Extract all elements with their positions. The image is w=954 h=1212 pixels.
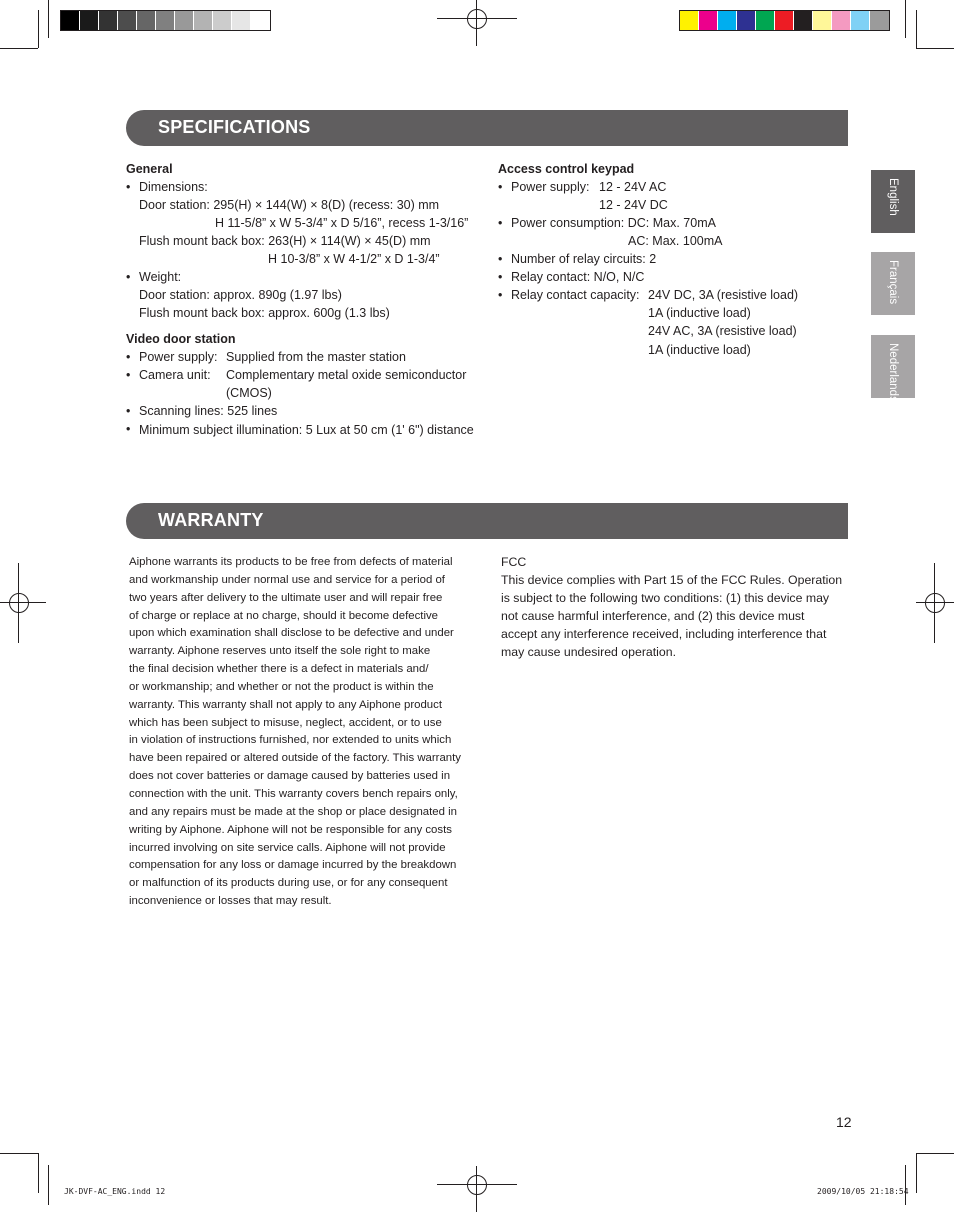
- gray-swatch: [80, 11, 99, 30]
- gray-swatch: [61, 11, 80, 30]
- relay-capacity-3: 24V AC, 3A (resistive load): [648, 324, 797, 338]
- warranty-body: [129, 554, 479, 911]
- bullet: •: [126, 270, 131, 284]
- color-swatch: [699, 11, 718, 30]
- bullet: •: [126, 350, 131, 364]
- weight-flush-box: Flush mount back box: approx. 600g (1.3 lbs): [139, 306, 390, 320]
- gray-swatch: [175, 11, 194, 30]
- bullet: •: [498, 216, 503, 230]
- gray-swatch: [194, 11, 213, 30]
- dimensions-label: Dimensions:: [139, 180, 208, 194]
- color-swatch: [832, 11, 851, 30]
- relay-circuits: Number of relay circuits: 2: [511, 252, 657, 266]
- warranty-line: connection with the unit. This warranty covers bench repairs only,: [129, 787, 458, 800]
- fcc-line: not cause harmful interference, and (2) this device must: [501, 609, 805, 623]
- bullet: •: [498, 180, 503, 194]
- warranty-line: inconvenience or losses that may result.: [129, 895, 332, 908]
- camera-label: Camera unit:: [139, 368, 211, 382]
- color-swatch: [756, 11, 775, 30]
- flush-box-dimensions: Flush mount back box: 263(H) × 114(W) × 45(D) mm: [139, 234, 431, 248]
- fcc-line: This device complies with Part 15 of the FCC Rules. Operation: [501, 573, 843, 587]
- gray-swatch: [118, 11, 137, 30]
- tab-nederlands-label: Nederlands: [887, 343, 899, 402]
- relay-capacity-4: 1A (inductive load): [648, 343, 751, 357]
- warranty-line: two years after delivery to the ultimate user and will repair free: [129, 591, 443, 604]
- warranty-line: compensation for any loss or damage incurred by the breakdown: [129, 859, 457, 872]
- relay-capacity-2: 1A (inductive load): [648, 306, 751, 320]
- color-swatch: [680, 11, 699, 30]
- door-station-dimensions: Door station: 295(H) × 144(W) × 8(D) (recess: 30) mm: [139, 198, 440, 212]
- fcc-line: may cause undesired operation.: [501, 645, 676, 659]
- warranty-line: upon which examination shall disclose to be defective and under: [129, 627, 454, 640]
- registration-mark-bottom: [437, 1166, 517, 1212]
- warranty-line: of charge or replace at no charge, should it become defective: [129, 609, 438, 622]
- bullet: •: [498, 270, 503, 284]
- relay-capacity-1: 24V DC, 3A (resistive load): [648, 288, 799, 302]
- fcc-line: is subject to the following two conditions: (1) this device may: [501, 591, 830, 605]
- tab-nederlands[interactable]: [871, 335, 915, 402]
- warranty-header: [126, 503, 848, 539]
- video-power-value: Supplied from the master station: [226, 350, 406, 364]
- warranty-line: and any repairs must be made at the shop or place designated in: [129, 805, 458, 818]
- keypad-heading: Access control keypad: [498, 162, 635, 176]
- gray-swatch: [213, 11, 232, 30]
- video-heading: Video door station: [126, 332, 236, 346]
- gray-swatch: [251, 11, 270, 30]
- color-swatch: [718, 11, 737, 30]
- scanning-lines: Scanning lines: 525 lines: [139, 404, 278, 418]
- keypad-power-dc: 12 - 24V DC: [599, 198, 668, 212]
- specifications-title: SPECIFICATIONS: [158, 117, 311, 137]
- warranty-line: writing by Aiphone. Aiphone will not be responsible for any costs: [129, 823, 452, 836]
- warranty-line: warranty. Aiphone reserves unto itself the sole right to make: [129, 645, 431, 658]
- registration-mark-left: [0, 563, 46, 643]
- tab-francais-label: Français: [887, 260, 899, 305]
- gray-swatch: [156, 11, 175, 30]
- fcc-heading: FCC: [501, 555, 527, 569]
- color-swatch: [794, 11, 813, 30]
- bullet: •: [126, 422, 131, 436]
- warranty-line: Aiphone warrants its products to be free from defects of material: [129, 556, 453, 568]
- weight-label: Weight:: [139, 270, 182, 284]
- power-consumption: Power consumption: DC: Max. 70mA: [511, 216, 716, 230]
- keypad-power-ac: 12 - 24V AC: [599, 180, 667, 194]
- bullet: •: [126, 368, 131, 382]
- warranty-line: does not cover batteries or damage caused by batteries used in: [129, 770, 451, 783]
- color-swatch: [737, 11, 756, 30]
- tab-francais[interactable]: [871, 252, 915, 315]
- registration-mark-right: [916, 563, 954, 643]
- gray-swatch: [99, 11, 118, 30]
- tab-english[interactable]: [871, 170, 915, 233]
- footer-timestamp: 2009/10/05 21:18:54: [817, 1187, 909, 1196]
- warranty-title: WARRANTY: [158, 510, 264, 530]
- gray-color-bar: [60, 10, 271, 31]
- color-swatch: [775, 11, 794, 30]
- color-bar: [679, 10, 890, 31]
- camera-value-2: (CMOS): [226, 386, 272, 400]
- color-swatch: [851, 11, 870, 30]
- gray-swatch: [232, 11, 251, 30]
- warranty-line: or malfunction of its products during use, or for any consequent: [129, 877, 448, 890]
- video-power-label: Power supply:: [139, 350, 218, 364]
- specifications-header: [126, 110, 848, 146]
- color-swatch: [870, 11, 889, 30]
- bullet: •: [498, 288, 503, 302]
- warranty-line: warranty. This warranty shall not apply to any Aiphone product: [129, 698, 442, 711]
- general-heading: General: [126, 162, 173, 176]
- fcc-section: [501, 553, 851, 661]
- relay-contact: Relay contact: N/O, N/C: [511, 270, 645, 284]
- footer-file-info: JK-DVF-AC_ENG.indd 12: [64, 1187, 166, 1196]
- warranty-line: the final decision whether there is a defect in materials and/: [129, 663, 429, 676]
- flush-box-dimensions-inches: H 10-3/8” x W 4-1/2” x D 1-3/4”: [268, 252, 440, 266]
- camera-value: Complementary metal oxide semiconductor: [226, 368, 467, 382]
- warranty-line: have been repaired or altered outside of the factory. This warranty: [129, 752, 461, 765]
- warranty-line: incurred involving on site service calls. Aiphone will not provide: [129, 841, 446, 854]
- bullet: •: [498, 252, 503, 266]
- tab-english-label: English: [887, 178, 899, 216]
- keypad-power-label: Power supply:: [511, 180, 590, 194]
- relay-capacity-label: Relay contact capacity:: [511, 288, 640, 302]
- bullet: •: [126, 180, 131, 194]
- warranty-line: in violation of instructions furnished, nor extended to units which: [129, 734, 452, 747]
- weight-door-station: Door station: approx. 890g (1.97 lbs): [139, 288, 342, 302]
- page-number: 12: [836, 1114, 852, 1130]
- fcc-line: accept any interference received, including interference that: [501, 627, 827, 641]
- warranty-line: or workmanship; and whether or not the product is within the: [129, 680, 434, 693]
- color-swatch: [813, 11, 832, 30]
- door-station-dimensions-inches: H 11-5/8” x W 5-3/4” x D 5/16”, recess 1-3/16”: [215, 216, 469, 230]
- gray-swatch: [137, 11, 156, 30]
- warranty-line: which has been subject to misuse, neglect, accident, or to use: [129, 716, 442, 729]
- bullet: •: [126, 404, 131, 418]
- registration-mark-top: [437, 0, 517, 46]
- power-consumption-ac: AC: Max. 100mA: [628, 234, 723, 248]
- warranty-line: and workmanship under normal use and service for a period of: [129, 573, 445, 586]
- minimum-illumination: Minimum subject illumination: 5 Lux at 50 cm (1' 6") distance: [139, 423, 474, 437]
